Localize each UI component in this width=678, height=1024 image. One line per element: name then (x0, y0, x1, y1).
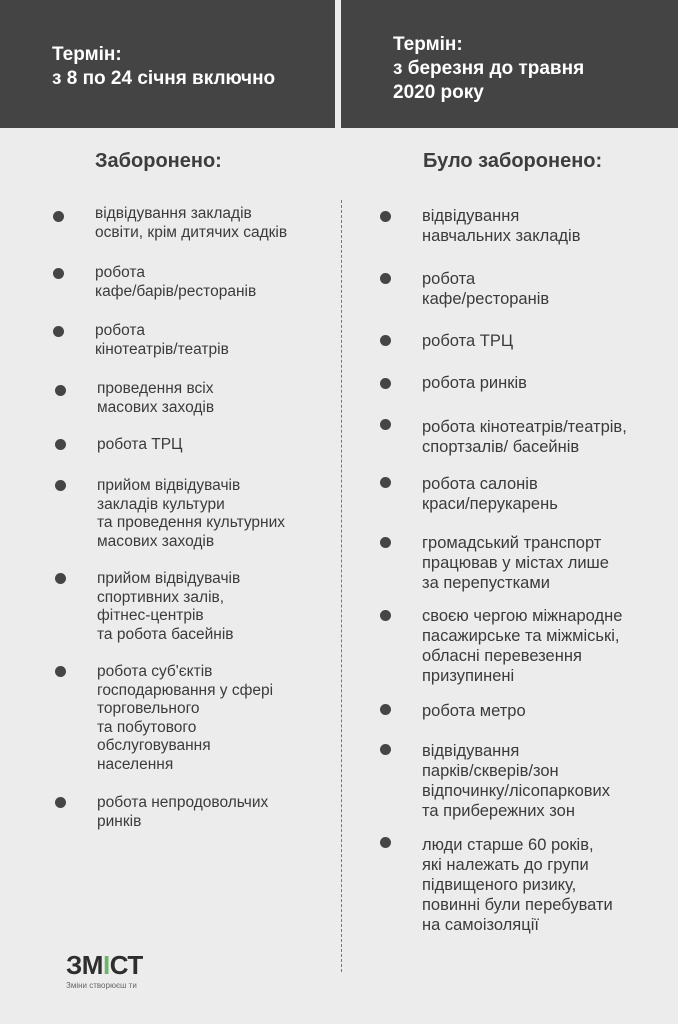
list-item-line: люди старше 60 років, (422, 836, 594, 854)
list-item-line: та побутового (97, 718, 197, 736)
bullet-icon (380, 273, 391, 284)
brand-logo (66, 951, 143, 990)
left-header (0, 0, 335, 128)
left-list-item-text (97, 570, 240, 644)
list-item-line: на самоізоляції (422, 916, 539, 934)
bullet-icon (53, 326, 64, 337)
list-item-line: прийом відвідувачів (97, 570, 241, 587)
bullet-icon (380, 837, 391, 848)
bullet-icon (380, 335, 391, 346)
right-header-label: Термін: (393, 34, 463, 55)
bullet-icon (380, 704, 391, 715)
right-header-period-year: 2020 року (393, 82, 484, 103)
list-item-line: та прибережних зон (422, 802, 575, 820)
left-column-title: Заборонено: (95, 150, 222, 172)
logo-mark (66, 951, 143, 979)
list-item-line: своєю чергою міжнародне (422, 607, 623, 625)
right-list-item-text (422, 533, 609, 593)
list-item-line: кінотеатрів/театрів (95, 340, 229, 358)
list-item-line: робота кінотеатрів/театрів, (422, 418, 627, 436)
bullet-icon (55, 480, 66, 491)
list-item-line: кафе/ресторанів (422, 290, 550, 308)
list-item-line: закладів культури (97, 495, 225, 513)
list-item-line: робота салонів (422, 475, 538, 493)
bullet-icon (380, 419, 391, 430)
right-list-item-text (422, 741, 610, 821)
right-list-item-text (422, 474, 558, 514)
list-item-line: освіти, крім дитячих садків (95, 223, 288, 241)
list-item-line: краси/перукарень (422, 495, 558, 513)
list-item-line: робота (422, 270, 476, 288)
right-header-period: з березня до травня (393, 58, 585, 79)
bullet-icon (380, 537, 391, 548)
list-item-line: населення (97, 755, 174, 773)
bullet-icon (55, 666, 66, 677)
list-item-line: робота (95, 322, 145, 339)
list-item-line: господарювання у сфері (97, 681, 274, 699)
bullet-icon (53, 268, 64, 279)
bullet-icon (53, 211, 64, 222)
list-item-line: спортивних залів, (97, 588, 225, 606)
list-item-line: кафе/барів/ресторанів (95, 282, 257, 300)
column-divider (341, 200, 342, 972)
list-item-line: які належать до групи (422, 856, 589, 874)
list-item-line: та проведення культурних (97, 514, 286, 531)
left-header-text (52, 43, 275, 91)
list-item-line: фітнес-центрів (97, 607, 204, 624)
list-item-line: пасажирське та міжміські, (422, 627, 620, 645)
logo-tagline: Зміни створюєш ти (66, 981, 137, 990)
bullet-icon (55, 573, 66, 584)
right-list-item-text (422, 835, 613, 935)
list-item-line: відпочинку/лісопаркових (422, 782, 610, 800)
left-list-item-text (95, 205, 287, 242)
list-item-line: працював у містах лише (422, 554, 609, 572)
bullet-icon (55, 439, 66, 450)
list-item-line: призупинені (422, 667, 515, 685)
logo-text-end: СТ (109, 950, 143, 980)
list-item-line: обслуговування (97, 737, 211, 754)
right-list-item-text (422, 606, 622, 686)
list-item-line: ринків (97, 812, 142, 830)
left-list-item-text (95, 322, 229, 359)
right-header-text (393, 33, 584, 105)
list-item-line: навчальних закладів (422, 227, 581, 245)
list-item-line: повинні були перебувати (422, 896, 613, 914)
right-list-item-text (422, 269, 549, 309)
list-item-line: робота метро (422, 702, 526, 720)
right-list-item-text (422, 701, 526, 721)
list-item-line: робота ТРЦ (422, 332, 514, 350)
list-item-line: робота ринків (422, 374, 527, 392)
list-item-line: робота ТРЦ (97, 436, 183, 453)
list-item-line: за перепустками (422, 574, 550, 592)
bullet-icon (380, 744, 391, 755)
left-list-item-text (97, 663, 273, 774)
bullet-icon (380, 378, 391, 389)
list-item-line: обласні перевезення (422, 647, 582, 665)
bullet-icon (380, 211, 391, 222)
left-header-label: Термін: (52, 44, 122, 65)
right-column-title: Було заборонено: (423, 150, 603, 172)
right-list-item-text (422, 206, 580, 246)
left-list-item-text (97, 380, 214, 417)
list-item-line: спортзалів/ басейнів (422, 438, 580, 456)
list-item-line: робота (95, 264, 145, 281)
right-list-item-text (422, 331, 513, 351)
list-item-line: парків/скверів/зон (422, 762, 559, 780)
list-item-line: та робота басейнів (97, 625, 234, 643)
list-item-line: торговельного (97, 700, 200, 717)
left-list-item-text (97, 436, 183, 455)
list-item-line: підвищеного ризику, (422, 876, 577, 894)
bullet-icon (380, 610, 391, 621)
left-list-item-text (95, 264, 256, 301)
list-item-line: відвідування закладів (95, 205, 252, 222)
list-item-line: відвідування (422, 742, 520, 760)
list-item-line: відвідування (422, 207, 520, 225)
right-list-item-text (422, 373, 527, 393)
left-list-item-text (97, 477, 285, 551)
list-item-line: громадський транспорт (422, 534, 602, 552)
list-item-line: робота суб'єктів (97, 663, 213, 680)
left-header-period: з 8 по 24 січня включно (52, 68, 276, 89)
list-item-line: прийом відвідувачів (97, 477, 241, 494)
logo-text-start: ЗМ (66, 950, 103, 980)
bullet-icon (380, 477, 391, 488)
list-item-line: проведення всіх (97, 380, 214, 397)
logo-text-accent: І (102, 950, 110, 980)
list-item-line: масових заходів (97, 532, 215, 550)
left-list-item-text (97, 794, 268, 831)
bullet-icon (55, 385, 66, 396)
list-item-line: робота непродовольчих (97, 794, 269, 811)
right-header (341, 0, 678, 128)
bullet-icon (55, 797, 66, 808)
list-item-line: масових заходів (97, 398, 215, 416)
right-list-item-text (422, 417, 627, 457)
